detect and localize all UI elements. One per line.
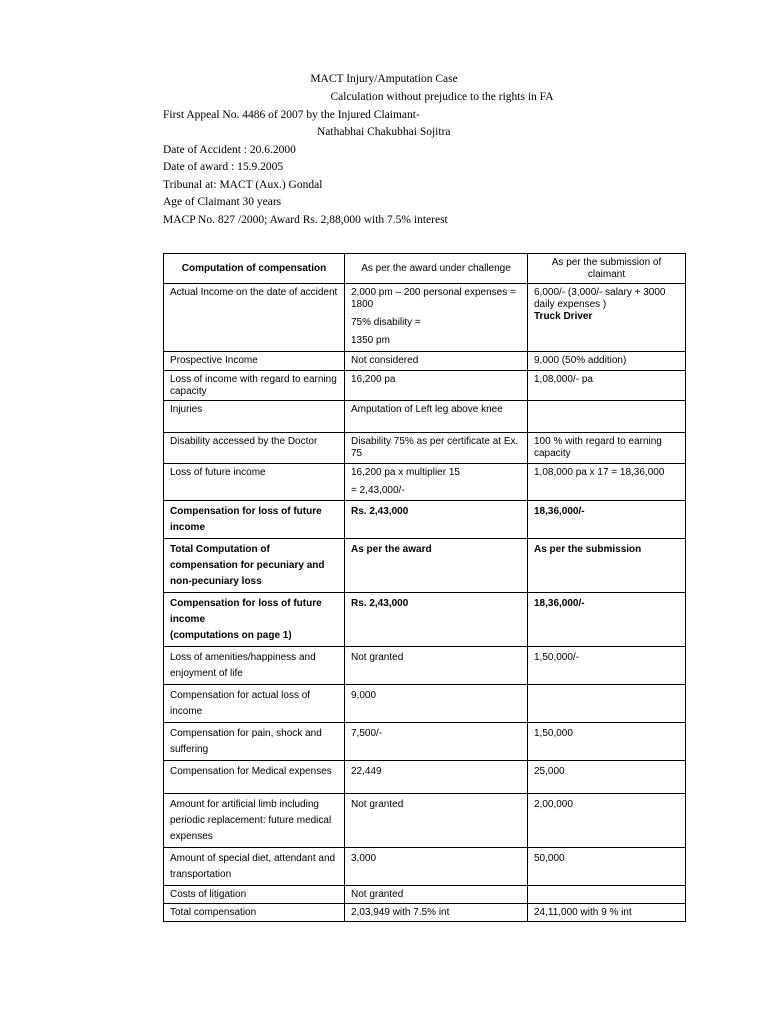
table-row	[164, 761, 686, 794]
row-claim	[528, 284, 686, 352]
table-row	[164, 284, 686, 352]
row-label: Injuries	[164, 401, 345, 433]
row-award: 2,03,949 with 7.5% int	[345, 904, 528, 922]
row-claim: As per the submission	[528, 539, 686, 593]
row-award: Not granted	[345, 794, 528, 848]
table-row	[164, 464, 686, 501]
table-row	[164, 848, 686, 886]
row-award: 9,000	[345, 685, 528, 723]
row-claim: 18,36,000/-	[528, 501, 686, 539]
claim-occupation: Truck Driver	[534, 311, 593, 322]
macp-line: MACP No. 827 /2000; Award Rs. 2,88,000 with 7.5% interest	[163, 214, 448, 226]
doc-title: MACT Injury/Amputation Case	[310, 73, 458, 85]
award-line: = 2,43,000/-	[351, 485, 405, 496]
row-claim: 2,00,000	[528, 794, 686, 848]
row-claim: 24,11,000 with 9 % int	[528, 904, 686, 922]
row-claim: 1,50,000	[528, 723, 686, 761]
award-line: 2,000 pm – 200 personal expenses = 1800	[351, 287, 516, 310]
row-claim	[528, 886, 686, 904]
header-award: As per the award under challenge	[345, 254, 528, 284]
table-row	[164, 886, 686, 904]
label-note: (computations on page 1)	[170, 630, 292, 641]
row-claim	[528, 685, 686, 723]
claimant-name: Nathabhai Chakubhai Sojitra	[317, 126, 451, 138]
date-of-award: Date of award : 15.9.2005	[163, 161, 284, 173]
tribunal-line: Tribunal at: MACT (Aux.) Gondal	[163, 179, 323, 191]
row-label: Compensation for loss of future income	[164, 501, 345, 539]
row-claim	[528, 401, 686, 433]
table-row	[164, 371, 686, 401]
row-label: Total compensation	[164, 904, 345, 922]
table-row	[164, 723, 686, 761]
row-award: 7,500/-	[345, 723, 528, 761]
table-row	[164, 539, 686, 593]
row-claim: 1,08,000 pa x 17 = 18,36,000	[528, 464, 686, 501]
table-row	[164, 794, 686, 848]
row-label: Prospective Income	[164, 352, 345, 371]
row-label	[164, 593, 345, 647]
table-row	[164, 401, 686, 433]
claim-line: 6,000/- (3,000/- salary + 3000 daily expenses )	[534, 287, 666, 310]
row-label: Amount of special diet, attendant and transportation	[164, 848, 345, 886]
row-award: 16,200 pa	[345, 371, 528, 401]
row-award: 22,449	[345, 761, 528, 794]
award-line: 1350 pm	[351, 335, 390, 346]
row-award	[345, 464, 528, 501]
header-computation: Computation of compensation	[164, 254, 345, 284]
row-label: Loss of future income	[164, 464, 345, 501]
row-award	[345, 284, 528, 352]
row-label: Compensation for actual loss of income	[164, 685, 345, 723]
row-label: Loss of income with regard to earning capacity	[164, 371, 345, 401]
row-label: Amount for artificial limb including periodic replacement: future medical expenses	[164, 794, 345, 848]
table-row	[164, 647, 686, 685]
row-award: As per the award	[345, 539, 528, 593]
table-row	[164, 433, 686, 464]
label-line: Compensation for loss of future income	[170, 598, 322, 625]
row-claim: 9,000 (50% addition)	[528, 352, 686, 371]
row-award: Rs. 2,43,000	[345, 501, 528, 539]
appeal-line: First Appeal No. 4486 of 2007 by the Injured Claimant-	[163, 109, 420, 121]
award-line: 16,200 pa x multiplier 15	[351, 467, 460, 478]
row-award: Not granted	[345, 886, 528, 904]
doc-subtitle: Calculation without prejudice to the rights in FA	[330, 91, 554, 103]
compensation-table	[163, 253, 686, 922]
row-label: Compensation for pain, shock and suffering	[164, 723, 345, 761]
row-award: Disability 75% as per certificate at Ex. 75	[345, 433, 528, 464]
row-label: Total Computation of compensation for pecuniary and non-pecuniary loss	[164, 539, 345, 593]
row-award: Not granted	[345, 647, 528, 685]
row-award: Rs. 2,43,000	[345, 593, 528, 647]
row-award: 3,000	[345, 848, 528, 886]
table-row	[164, 501, 686, 539]
row-claim: 1,08,000/- pa	[528, 371, 686, 401]
row-claim: 1,50,000/-	[528, 647, 686, 685]
header-claim: As per the submission of claimant	[528, 254, 686, 284]
row-label: Costs of litigation	[164, 886, 345, 904]
table-row	[164, 593, 686, 647]
table-row	[164, 685, 686, 723]
table-header-row	[164, 254, 686, 284]
row-claim: 18,36,000/-	[528, 593, 686, 647]
row-label: Actual Income on the date of accident	[164, 284, 345, 352]
row-award: Amputation of Left leg above knee	[345, 401, 528, 433]
row-claim: 25,000	[528, 761, 686, 794]
row-label: Loss of amenities/happiness and enjoyment of life	[164, 647, 345, 685]
row-award: Not considered	[345, 352, 528, 371]
row-label: Compensation for Medical expenses	[164, 761, 345, 794]
claimant-age: Age of Claimant 30 years	[163, 196, 282, 208]
table-row-total	[164, 904, 686, 922]
award-line: 75% disability =	[351, 317, 421, 328]
row-claim: 50,000	[528, 848, 686, 886]
row-claim: 100 % with regard to earning capacity	[528, 433, 686, 464]
row-label: Disability accessed by the Doctor	[164, 433, 345, 464]
table-row	[164, 352, 686, 371]
date-of-accident: Date of Accident : 20.6.2000	[163, 144, 296, 156]
